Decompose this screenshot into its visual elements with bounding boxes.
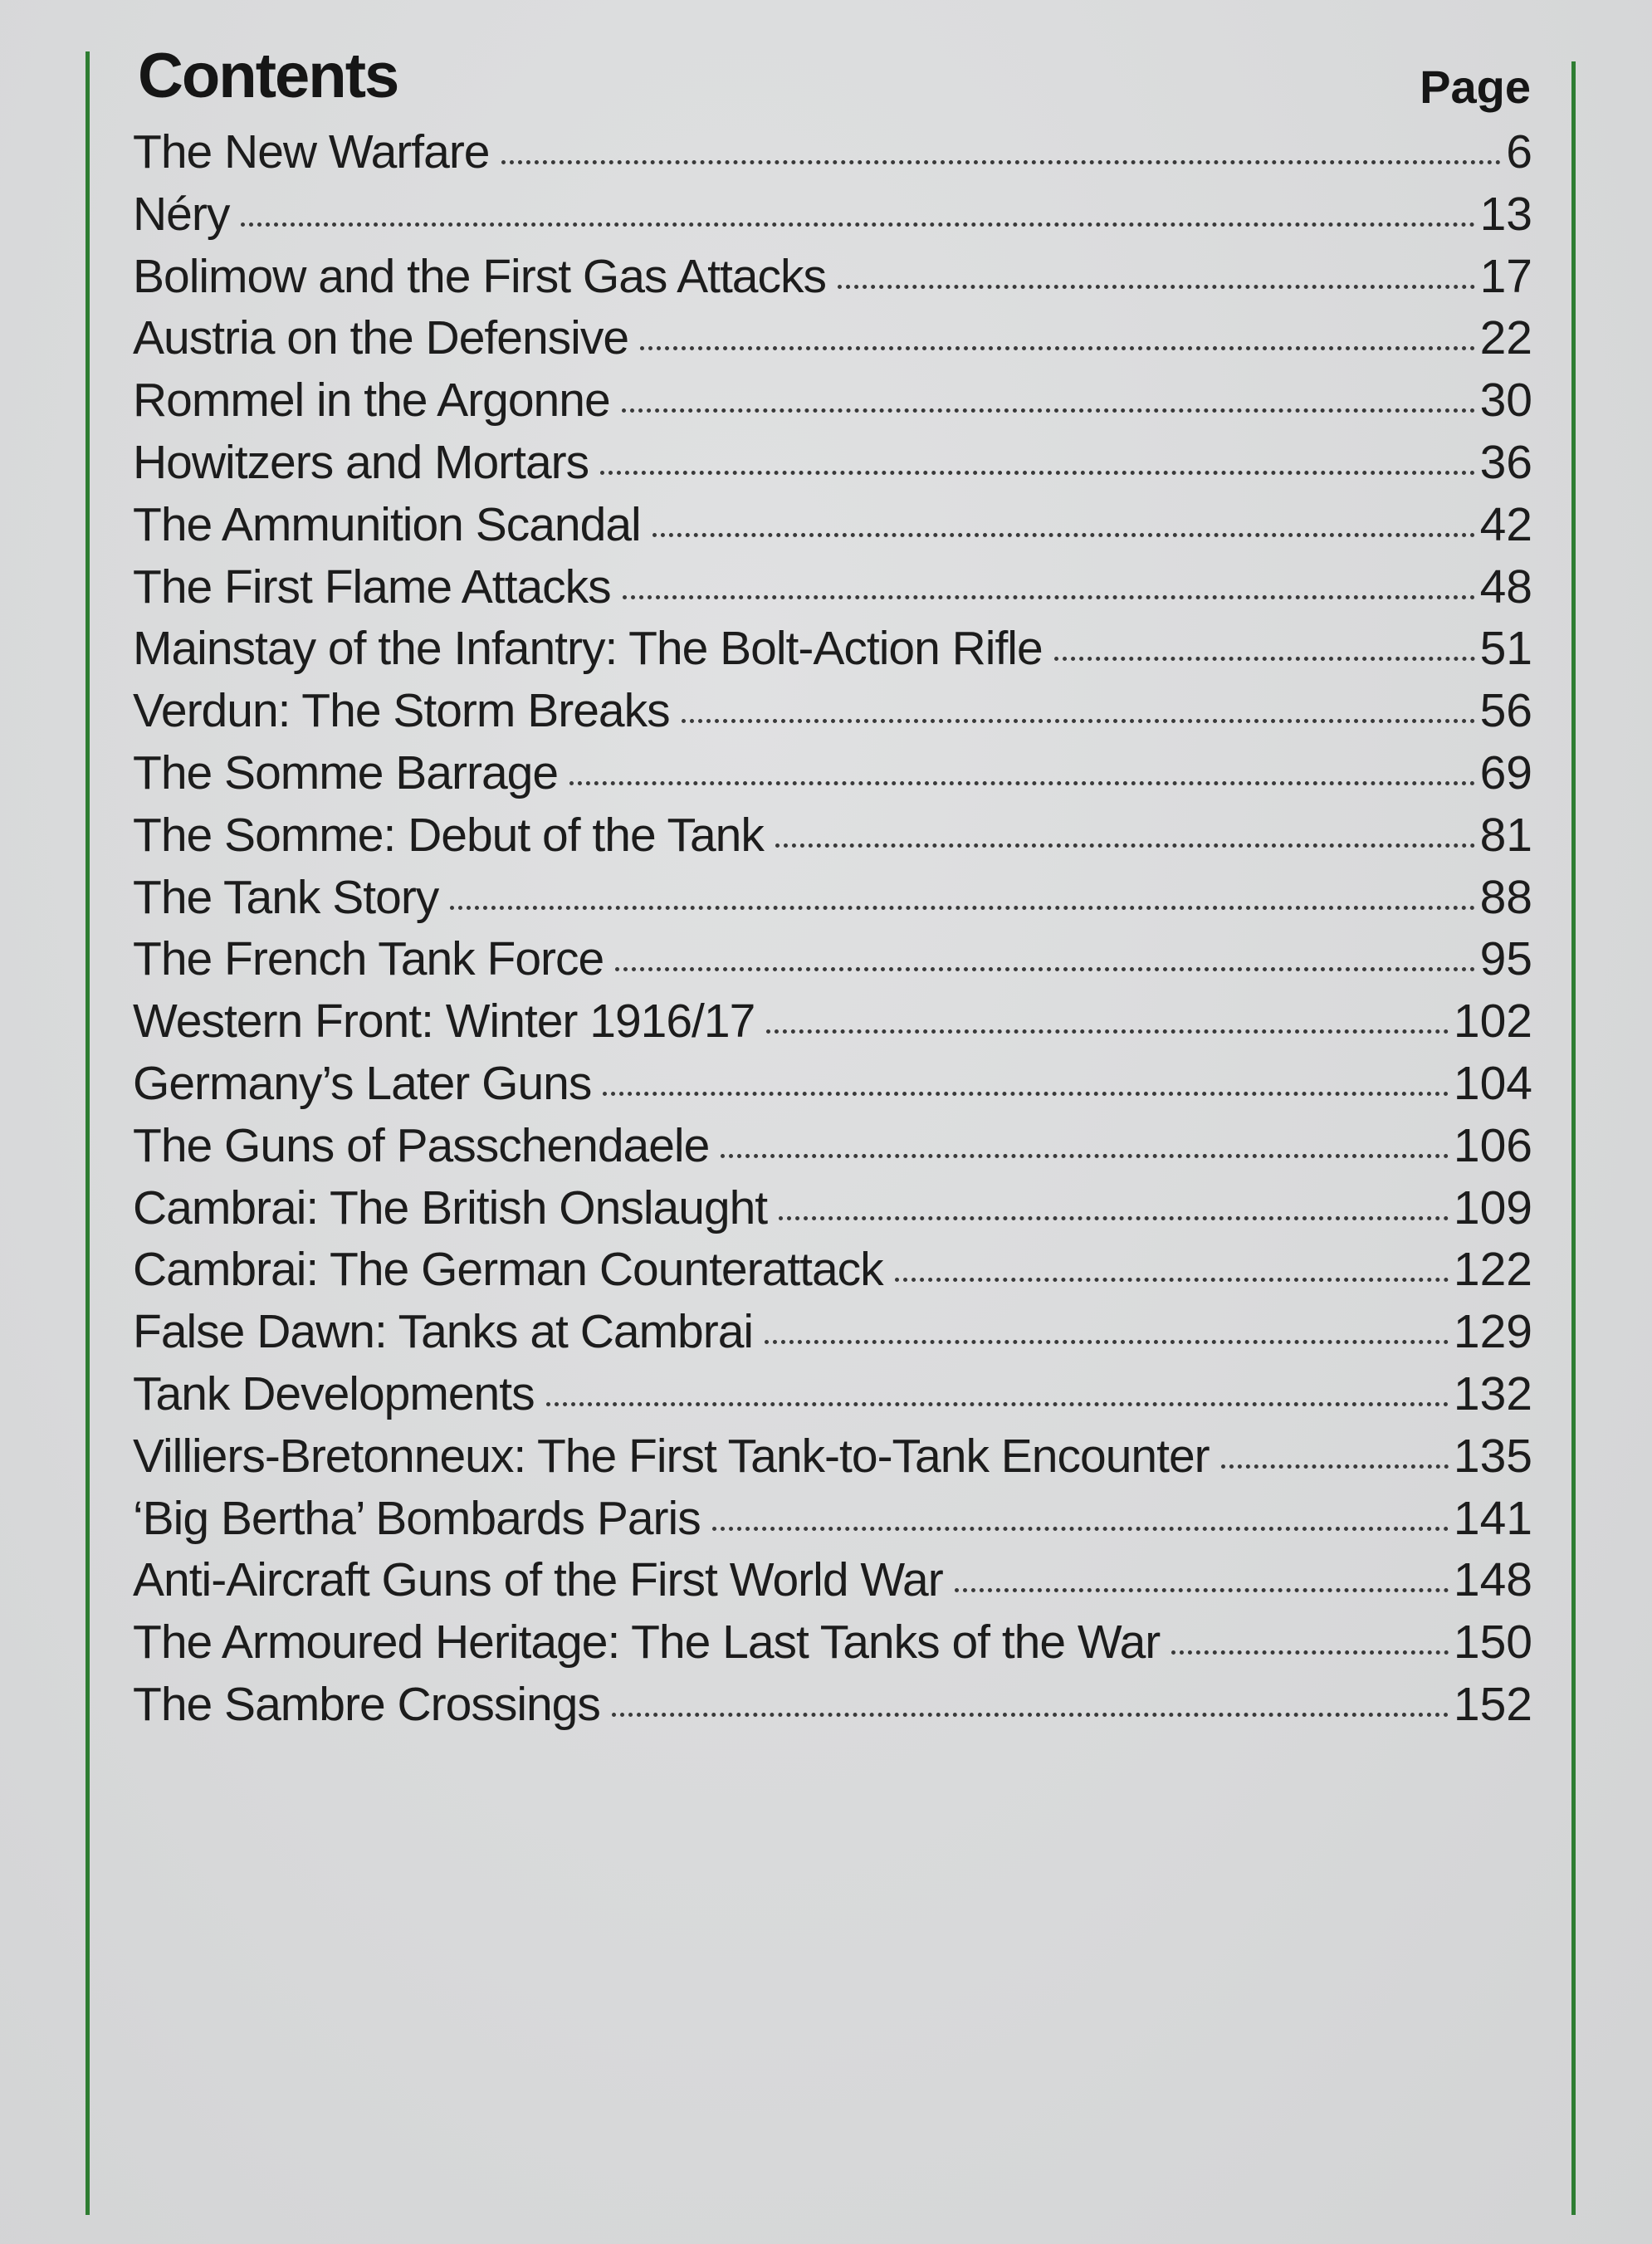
toc-entry-page-number: 6: [1506, 125, 1532, 178]
toc-entry: [133, 1615, 1532, 1677]
contents-title: Contents: [138, 41, 398, 111]
dot-leader: [765, 1340, 1449, 1344]
toc-entry-page-number: 152: [1453, 1677, 1532, 1731]
dot-leader: [766, 1029, 1449, 1034]
toc-entry-page-number: 141: [1453, 1491, 1532, 1545]
table-of-contents: [133, 125, 1532, 1739]
toc-entry-title: Verdun: The Storm Breaks: [133, 684, 670, 738]
toc-entry-page-number: 22: [1479, 311, 1532, 365]
toc-entry-page-number: 150: [1453, 1616, 1532, 1670]
dot-leader: [895, 1278, 1449, 1282]
toc-entry-page-number: 95: [1479, 932, 1532, 986]
toc-entry: [133, 746, 1532, 808]
toc-entry-title: Cambrai: The German Counterattack: [133, 1243, 883, 1297]
toc-entry-title: Villiers-Bretonneux: The First Tank-to-Tank Encounter: [133, 1429, 1210, 1483]
dot-leader: [241, 222, 1474, 227]
toc-entry-title: Anti-Aircraft Guns of the First World War: [133, 1553, 943, 1607]
toc-entry: [133, 1304, 1532, 1366]
toc-entry-title: Austria on the Defensive: [133, 311, 629, 365]
dot-leader: [682, 719, 1475, 723]
toc-entry-title: The Ammunition Scandal: [133, 497, 641, 551]
toc-entry-title: The Armoured Heritage: The Last Tanks of the War: [133, 1616, 1161, 1670]
toc-entry: [133, 931, 1532, 994]
toc-entry-page-number: 109: [1453, 1181, 1532, 1234]
dot-leader: [600, 471, 1474, 475]
toc-entry-title: Howitzers and Mortars: [133, 435, 589, 489]
toc-entry: [133, 560, 1532, 622]
toc-entry-title: Tank Developments: [133, 1366, 535, 1420]
toc-entry-page-number: 13: [1479, 187, 1532, 241]
toc-entry-page-number: 36: [1479, 435, 1532, 489]
dot-leader: [622, 408, 1475, 413]
toc-entry-title: The Somme Barrage: [133, 746, 559, 799]
toc-entry-title: Bolimow and the First Gas Attacks: [133, 249, 826, 303]
contents-header: [136, 40, 1531, 131]
toc-entry-page-number: 148: [1453, 1553, 1532, 1607]
toc-entry: [133, 1181, 1532, 1243]
toc-entry-page-number: 104: [1453, 1056, 1532, 1110]
toc-entry: [133, 994, 1532, 1056]
toc-entry-page-number: 56: [1479, 684, 1532, 738]
toc-entry: [133, 1118, 1532, 1181]
dot-leader: [623, 595, 1475, 599]
left-green-rule: [86, 51, 90, 2215]
toc-entry-title: The Sambre Crossings: [133, 1677, 600, 1731]
toc-entry-title: Rommel in the Argonne: [133, 374, 610, 428]
toc-entry: [133, 1056, 1532, 1118]
toc-entry-page-number: 132: [1453, 1366, 1532, 1420]
dot-leader: [779, 1216, 1449, 1220]
toc-entry-page-number: 17: [1479, 249, 1532, 303]
toc-entry: [133, 870, 1532, 932]
toc-entry-title: Néry: [133, 187, 230, 241]
toc-entry-page-number: 102: [1453, 995, 1532, 1049]
toc-entry: [133, 621, 1532, 683]
toc-entry: [133, 1429, 1532, 1491]
toc-entry-page-number: 135: [1453, 1429, 1532, 1483]
toc-entry: [133, 125, 1532, 187]
toc-entry-page-number: 129: [1453, 1305, 1532, 1359]
dot-leader: [775, 843, 1475, 848]
toc-entry-title: False Dawn: Tanks at Cambrai: [133, 1305, 754, 1359]
toc-entry-page-number: 88: [1479, 870, 1532, 924]
toc-entry: [133, 683, 1532, 746]
toc-entry: [133, 1242, 1532, 1304]
toc-entry: [133, 1366, 1532, 1429]
toc-entry: [133, 310, 1532, 373]
toc-entry-title: The New Warfare: [133, 125, 490, 178]
toc-entry-title: Mainstay of the Infantry: The Bolt-Action Rifle: [133, 622, 1043, 676]
toc-entry-page-number: 51: [1479, 622, 1532, 676]
dot-leader: [450, 906, 1474, 910]
toc-entry-page-number: 69: [1479, 746, 1532, 799]
toc-entry-title: The Somme: Debut of the Tank: [133, 808, 764, 862]
toc-entry: [133, 1552, 1532, 1615]
toc-entry: [133, 1677, 1532, 1739]
dot-leader: [615, 967, 1474, 971]
dot-leader: [955, 1588, 1449, 1592]
toc-entry-title: The Tank Story: [133, 870, 439, 924]
page-column-label: Page: [1420, 61, 1531, 113]
dot-leader: [612, 1713, 1449, 1717]
toc-entry-title: ‘Big Bertha’ Bombards Paris: [133, 1491, 701, 1545]
toc-entry-title: The First Flame Attacks: [133, 560, 611, 614]
toc-entry-page-number: 122: [1453, 1243, 1532, 1297]
toc-entry: [133, 249, 1532, 311]
dot-leader: [546, 1402, 1449, 1406]
right-green-rule: [1571, 61, 1576, 2215]
toc-entry-title: Germany’s Later Guns: [133, 1056, 592, 1110]
toc-entry-title: Western Front: Winter 1916/17: [133, 995, 755, 1049]
toc-entry-page-number: 42: [1479, 497, 1532, 551]
dot-leader: [501, 160, 1502, 164]
toc-entry: [133, 435, 1532, 497]
dot-leader: [1221, 1464, 1449, 1469]
dot-leader: [712, 1527, 1449, 1531]
toc-entry-title: The Guns of Passchendaele: [133, 1118, 710, 1172]
dot-leader: [721, 1154, 1449, 1158]
toc-entry: [133, 808, 1532, 870]
toc-entry-page-number: 106: [1453, 1118, 1532, 1172]
toc-entry-page-number: 81: [1479, 808, 1532, 862]
dot-leader: [652, 533, 1475, 537]
toc-entry: [133, 373, 1532, 435]
dot-leader: [1171, 1650, 1449, 1655]
toc-entry: [133, 187, 1532, 249]
toc-entry: [133, 497, 1532, 560]
toc-entry-title: The French Tank Force: [133, 932, 604, 986]
dot-leader: [1054, 657, 1475, 661]
toc-entry-page-number: 48: [1479, 560, 1532, 614]
dot-leader: [569, 781, 1475, 785]
dot-leader: [838, 285, 1475, 289]
dot-leader: [640, 346, 1475, 350]
toc-entry-page-number: 30: [1479, 374, 1532, 428]
toc-entry: [133, 1491, 1532, 1553]
dot-leader: [603, 1092, 1449, 1096]
toc-entry-title: Cambrai: The British Onslaught: [133, 1181, 768, 1234]
